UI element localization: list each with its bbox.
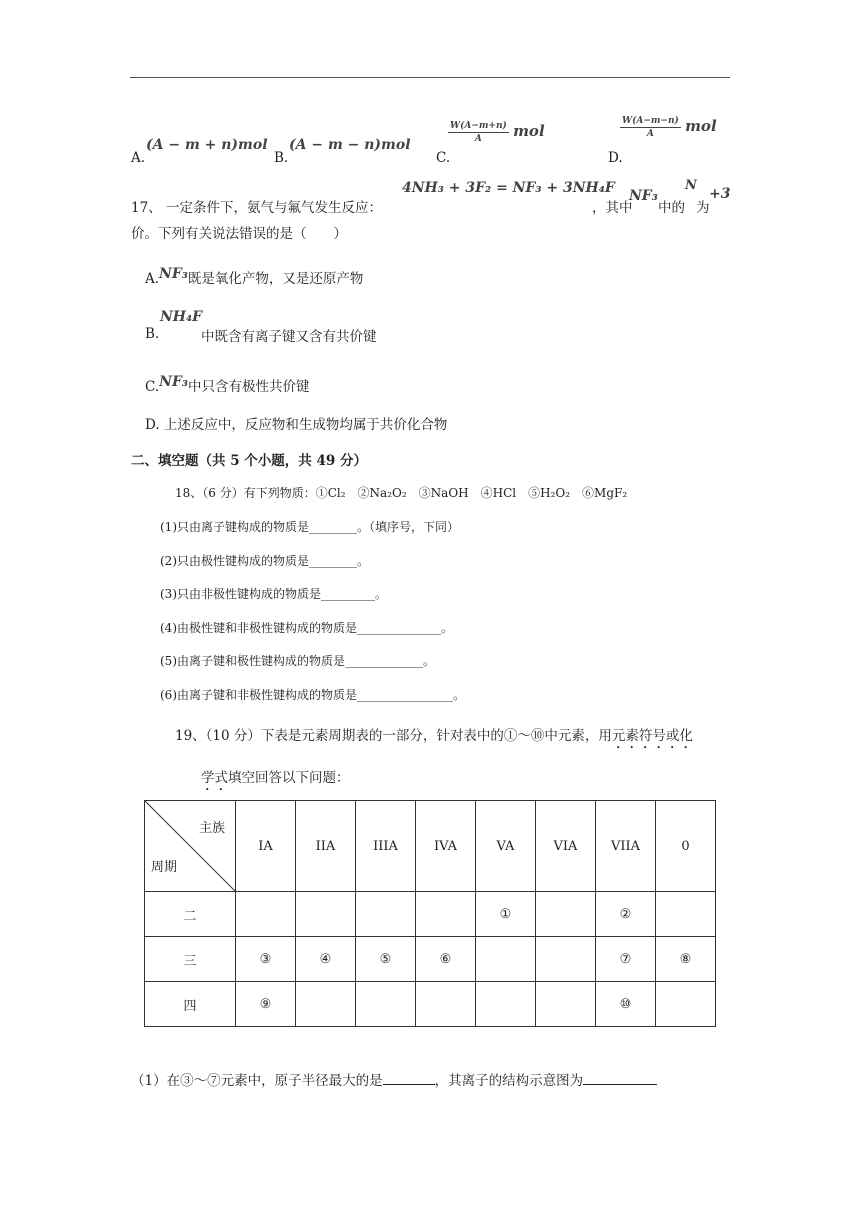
table-cell — [296, 982, 356, 1027]
group-header: IIA — [296, 801, 356, 892]
table-cell: ⑦ — [596, 937, 656, 982]
q17-option-b-formula: NH₄F — [160, 309, 203, 325]
table-cell — [656, 892, 716, 937]
table-cell — [416, 892, 476, 937]
option-d-fraction: $\frac{W(A-m-n)}{A}$ mol — [622, 116, 717, 139]
group-header: 0 — [656, 801, 716, 892]
q18-item-5: (5)由离子键和极性键构成的物质是_____________。 — [160, 654, 436, 668]
period-label: 二 — [145, 892, 236, 937]
q17-nf3: NF₃ — [629, 188, 658, 204]
table-cell: ④ — [296, 937, 356, 982]
group-header: IVA — [416, 801, 476, 892]
q17-stem-mid2: 中的 — [658, 200, 685, 216]
group-header: VA — [476, 801, 536, 892]
answer-blank[interactable] — [383, 1084, 435, 1085]
table-cell: ⑥ — [416, 937, 476, 982]
table-cell: ⑧ — [656, 937, 716, 982]
option-c-fraction: $\frac{W(A-m+n)}{A}$ mol — [450, 121, 545, 144]
q17-plus3: +3 — [709, 186, 731, 202]
q17-option-b-text: 中既含有离子键又含有共价键 — [201, 329, 377, 345]
table-row — [145, 937, 716, 982]
diagonal-line — [145, 801, 235, 891]
table-cell — [476, 982, 536, 1027]
option-a-expression: (A − m + n)mol — [146, 137, 268, 153]
q17-option-a: A.NF₃既是氧化产物，又是还原产物 — [145, 266, 364, 287]
group-header: IIIA — [356, 801, 416, 892]
q19-stem-line2: 学式填空回答以下问题： — [201, 770, 350, 786]
q19-sub1: （1）在③～⑦元素中，原子半径最大的是 ，其离子的结构示意图为 — [131, 1069, 657, 1089]
q19-stem-line1: 19、（10 分）下表是元素周期表的一部分，针对表中的①～⑩中元素，用元素符号或化 — [175, 728, 693, 744]
table-cell — [416, 982, 476, 1027]
corner-top-label: 主族 — [198, 821, 225, 836]
table-cell — [536, 982, 596, 1027]
table-cell — [536, 892, 596, 937]
table-cell: ⑤ — [356, 937, 416, 982]
period-label: 四 — [145, 982, 236, 1027]
group-header: VIIA — [596, 801, 656, 892]
group-header: IA — [236, 801, 296, 892]
q18-stem: 18、（6 分）有下列物质：①Cl₂ ②Na₂O₂ ③NaOH ④HCl ⑤H₂O₂ ⑥MgF₂ — [175, 486, 628, 500]
table-header-row — [145, 801, 716, 892]
table-cell: ① — [476, 892, 536, 937]
table-cell: ⑩ — [596, 982, 656, 1027]
q17-stem-mid3: 为 — [696, 200, 710, 216]
q17-option-b-letter: B. — [145, 326, 160, 342]
section-heading: 二、填空题（共 5 个小题，共 49 分） — [131, 453, 367, 469]
table-cell — [536, 937, 596, 982]
q17-stem-mid: ，其中 — [592, 200, 633, 216]
q18-item-4: (4)由极性键和非极性键构成的物质是______________。 — [160, 621, 454, 635]
group-header: VIA — [536, 801, 596, 892]
table-cell: ③ — [236, 937, 296, 982]
option-letter-b: B. — [274, 150, 289, 166]
answer-blank[interactable] — [583, 1084, 657, 1085]
table-cell: ⑨ — [236, 982, 296, 1027]
corner-bottom-label: 周期 — [151, 860, 178, 875]
table-cell: ② — [596, 892, 656, 937]
q17-stem: 17、 一定条件下，氨气与氟气发生反应： — [131, 200, 382, 216]
table-cell — [236, 892, 296, 937]
table-cell — [296, 892, 356, 937]
option-letter-d: D. — [608, 150, 623, 166]
q18-item-1: (1)只由离子键构成的物质是________。（填序号，下同） — [160, 520, 460, 534]
option-b-expression: (A − m − n)mol — [289, 137, 411, 153]
q18-item-6: (6)由离子键和非极性键构成的物质是________________。 — [160, 688, 466, 702]
table-cell — [476, 937, 536, 982]
q17-option-c: C.NF₃中只含有极性共价键 — [145, 374, 310, 395]
table-row — [145, 892, 716, 937]
table-cell — [656, 982, 716, 1027]
q18-item-2: (2)只由极性键构成的物质是________。 — [160, 554, 370, 568]
header-rule — [130, 77, 730, 78]
q17-option-d: D. 上述反应中，反应物和生成物均属于共价化合物 — [145, 417, 448, 433]
period-label: 三 — [145, 937, 236, 982]
periodic-table — [144, 800, 716, 1027]
table-row — [145, 982, 716, 1027]
q17-n-symbol: N — [685, 178, 697, 193]
q17-equation: 4NH₃ + 3F₂ = NF₃ + 3NH₄F — [402, 180, 615, 196]
option-letter-c: C. — [436, 150, 451, 166]
q17-stem-line2: 价。下列有关说法错误的是（ ） — [131, 226, 347, 242]
option-letter-a: A. — [131, 150, 146, 166]
table-cell — [356, 892, 416, 937]
corner-cell — [145, 801, 236, 892]
table-cell — [356, 982, 416, 1027]
q18-item-3: (3)只由非极性键构成的物质是_________。 — [160, 587, 388, 601]
